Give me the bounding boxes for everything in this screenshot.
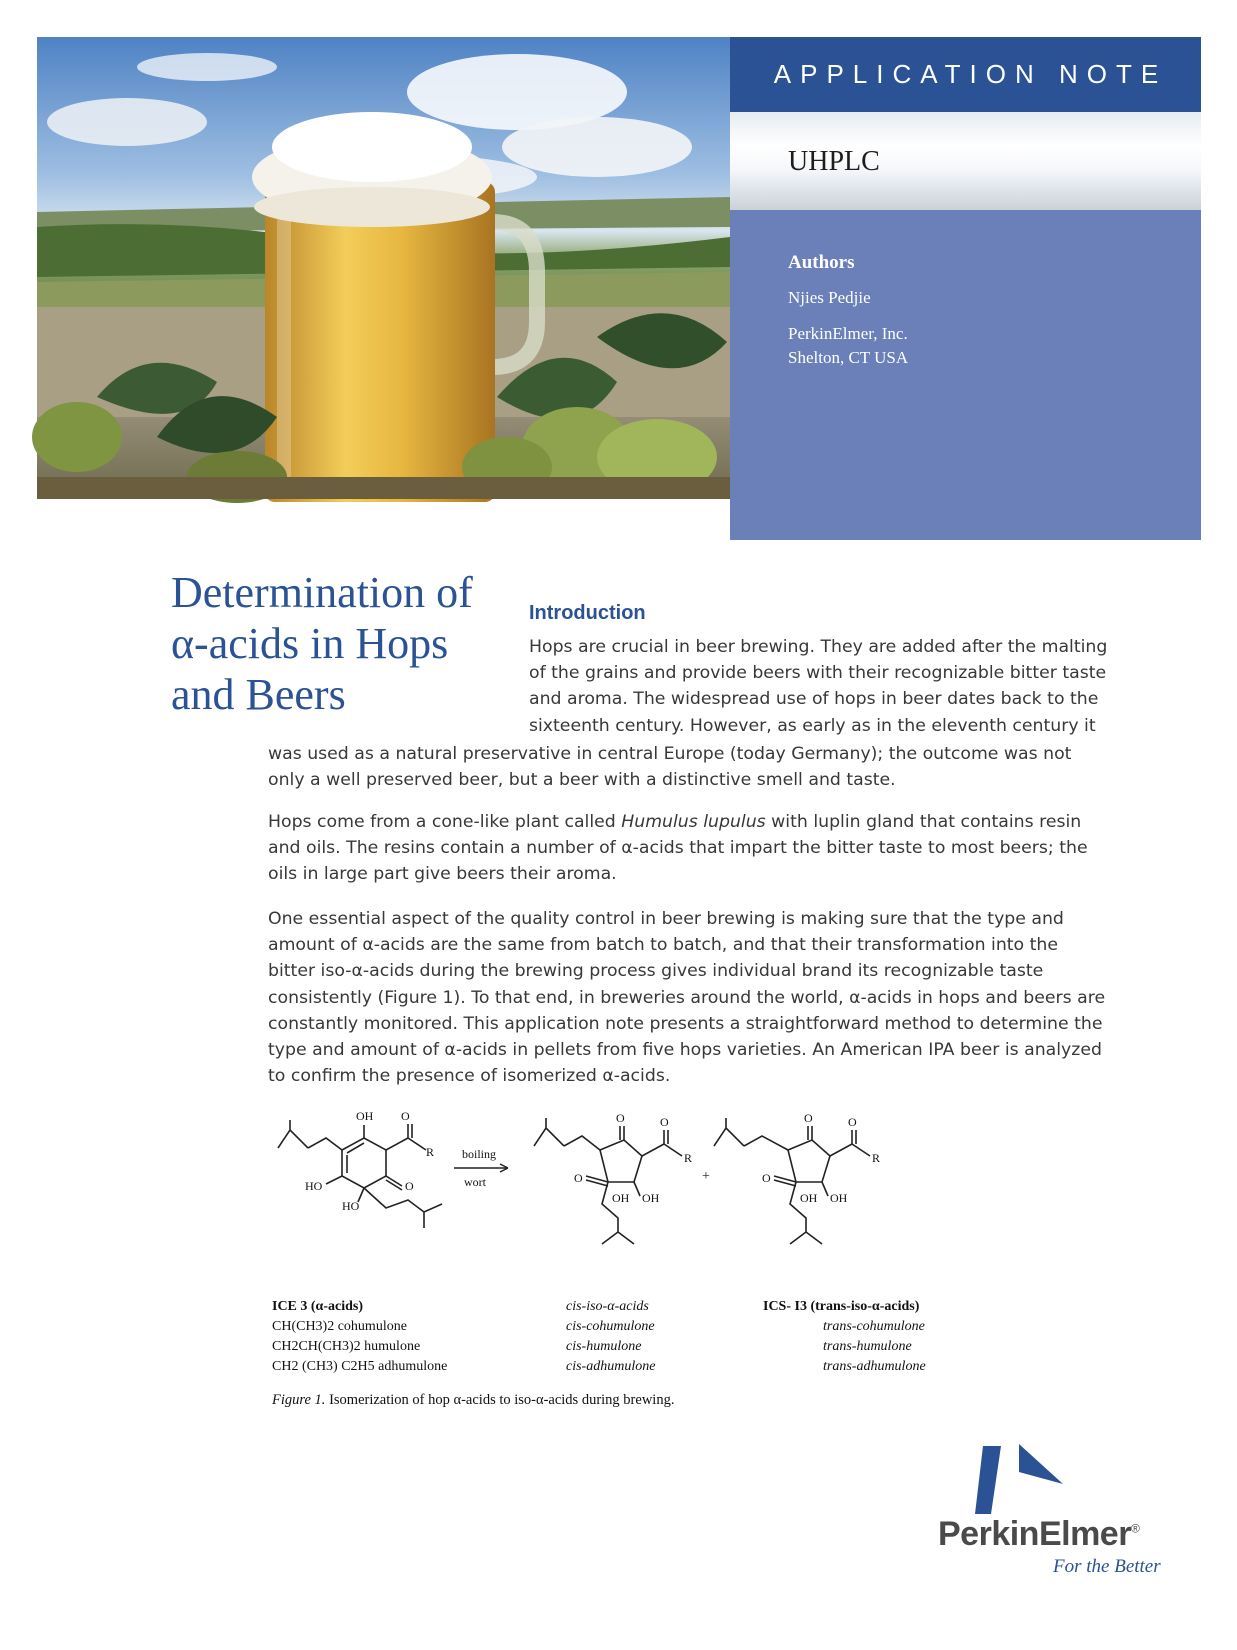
author-name: Njies Pedjie — [788, 288, 871, 307]
trans-iso-acids-legend — [763, 1297, 926, 1377]
brand-tagline: For the Better — [1053, 1556, 1161, 1577]
plus-sign: + — [702, 1169, 710, 1184]
legend-row: trans-cohumulone — [823, 1319, 925, 1334]
registered-mark: ® — [1130, 1521, 1140, 1536]
atom-label: O — [660, 1115, 669, 1129]
legend-row: CH(CH3)2 cohumulone — [272, 1319, 407, 1334]
legend-row: cis-humulone — [566, 1339, 642, 1354]
intro-paragraph-2 — [268, 809, 1108, 888]
atom-label: OH — [612, 1191, 630, 1205]
author-affiliation: PerkinElmer, Inc. — [788, 324, 908, 343]
arrow-label-top: boiling — [462, 1147, 497, 1161]
legend-row: CH2CH(CH3)2 humulone — [272, 1339, 421, 1354]
cis-iso-acids-legend — [566, 1297, 655, 1377]
legend-heading: ICS- I3 (trans-iso-α-acids) — [763, 1299, 920, 1314]
application-note-label: APPLICATION NOTE — [773, 59, 1168, 89]
document-title: Determination of α-acids in Hops and Beers — [171, 568, 473, 719]
legend-row: trans-humulone — [823, 1339, 912, 1354]
brand-wordmark: PerkinElmer — [938, 1515, 1131, 1553]
authors-heading: Authors — [788, 252, 855, 273]
alpha-acids-legend — [272, 1297, 447, 1377]
atom-label: O — [616, 1111, 625, 1125]
caption-text: Isomerization of hop α-acids to iso-α-acids during brewing. — [329, 1392, 675, 1408]
cis-iso-acid-structure — [534, 1118, 682, 1244]
atom-label: HO — [305, 1179, 323, 1193]
legend-heading: cis-iso-α-acids — [566, 1299, 649, 1314]
category-band — [730, 112, 1201, 210]
atom-label: R — [872, 1151, 881, 1165]
atom-label: O — [804, 1111, 813, 1125]
atom-label: OH — [800, 1191, 818, 1205]
atom-label: O — [762, 1171, 771, 1185]
atom-label: OH — [830, 1191, 848, 1205]
intro-paragraph-3: One essential aspect of the quality control in beer brewing is making sure that the type and amount of α-acids are the same from batch to batch, and that their transformation into the bitter iso-α-acids during the brewing process gives individual brand its recognizable taste consistently (Figure 1). To that end, in breweries around the world, α-acids in hops and beers are constantly monitored. This application note presents a straightforward method to determine the type and amount of α-acids in pellets from five hops varieties. An American IPA beer is analyzed to confirm the presence of isomerized α-acids. — [268, 909, 1106, 1087]
intro-paragraph-1-end: was used as a natural preservative in central Europe (today Germany); the outcome was not only a well preserved beer, but a beer with a distinctive smell and taste. — [268, 744, 1072, 791]
arrow-label-bottom: wort — [464, 1175, 486, 1189]
atom-label: OH — [356, 1109, 374, 1123]
hero-image — [37, 37, 730, 499]
perkinelmer-logo-mark-icon — [975, 1444, 1065, 1516]
application-note-band — [730, 37, 1201, 112]
atom-label: O — [405, 1179, 414, 1193]
atom-label: O — [574, 1171, 583, 1185]
legend-heading: ICE 3 (α-acids) — [272, 1299, 364, 1314]
category-label: UHPLC — [788, 146, 880, 177]
brand-name — [938, 1515, 1139, 1554]
trans-iso-acid-structure — [714, 1118, 870, 1244]
atom-label: R — [684, 1151, 693, 1165]
beer-field-illustration — [37, 37, 730, 499]
atom-label: OH — [642, 1191, 660, 1205]
p2-text-after: with luplin gland that contains resin and oils. The resins contain a number of α-acids that impart the bitter taste to most beers; the oils in large part give beers their aroma. — [268, 812, 1088, 885]
intro-paragraph-1-start: Hops are crucial in beer brewing. They are added after the malting of the grains and provide beers with their recognizable bitter taste and aroma. The widespread use of hops in beer dates back to the sixteenth century. However, as early as in the eleventh century it — [529, 637, 1108, 736]
legend-row: CH2 (CH3) C2H5 adhumulone — [272, 1359, 448, 1374]
author-location: Shelton, CT USA — [788, 348, 909, 367]
species-name: Humulus lupulus — [621, 812, 766, 832]
legend-row: trans-adhumulone — [823, 1359, 926, 1374]
legend-row: cis-cohumulone — [566, 1319, 655, 1334]
atom-label: O — [848, 1115, 857, 1129]
introduction-heading: Introduction — [529, 602, 646, 624]
authors-panel — [730, 210, 1201, 540]
atom-label: O — [401, 1109, 410, 1123]
figure-caption — [272, 1392, 674, 1409]
p2-text-before: Hops come from a cone-like plant called — [268, 812, 622, 832]
atom-label: R — [426, 1145, 435, 1159]
atom-label: HO — [342, 1199, 360, 1213]
legend-row: cis-adhumulone — [566, 1359, 656, 1374]
caption-label: Figure 1. — [272, 1392, 326, 1408]
alpha-acid-structure — [278, 1120, 442, 1228]
